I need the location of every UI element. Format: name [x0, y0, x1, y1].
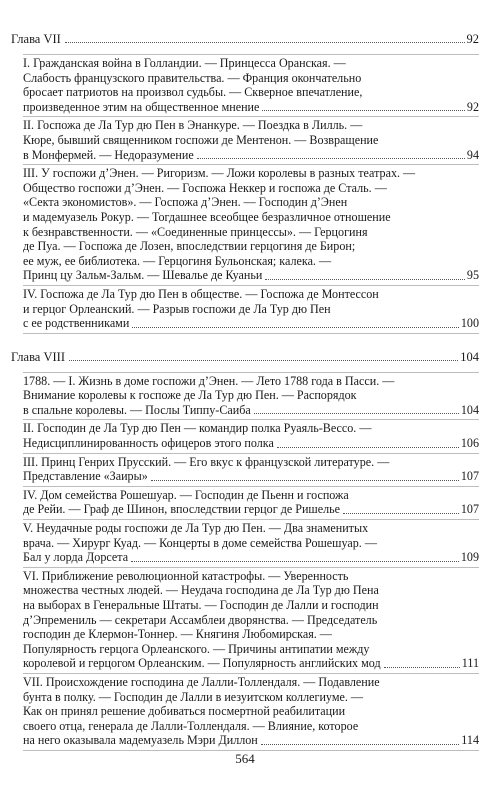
entry-line-text: с ее родственниками [23, 316, 130, 331]
entry-line-text: врача. — Хирург Куад. — Концерты в доме семейства Рошешуар. — [23, 535, 377, 550]
entry-page-number: 104 [460, 402, 479, 417]
entry-line-text: Представление «Заиры» [23, 469, 148, 484]
entry-line-text: бросает патриотов на произвол судьбы. — Скверное впечатление, [23, 85, 363, 100]
entry-line-text: I. Гражданская война в Голландии. — Принцесса Оранская. — [23, 56, 346, 70]
entry-line-text: IV. Госпожа де Ла Тур дю Пен в обществе. — Госпожа де Монтессон [23, 286, 379, 301]
entry-line-text: Кюре, бывший священником госпожи де Ментенон. — Возвращение [23, 132, 379, 147]
toc-entry [23, 487, 479, 520]
dot-leader [132, 326, 459, 328]
dot-leader [197, 157, 465, 159]
entry-line-text: бунта в полку. — Господин де Лалли в иезуитском коллегиуме. — [23, 689, 363, 704]
toc-entry-line [23, 656, 479, 671]
entry-line-text: Популярность герцога Орлеанского. — Причины антипатии между [23, 641, 370, 656]
entry-line-text: де Рейи. — Граф де Шинон, впоследствии герцог де Ришелье [23, 502, 341, 517]
entry-line-text: III. Принц Генрих Прусский. — Его вкус к французской литературе. — [23, 454, 390, 469]
toc-entry [23, 520, 479, 568]
entry-line-text: III. У госпожи д’Энен. — Ригоризм. — Ложи королевы в разных театрах. — [23, 166, 416, 181]
entry-line-text: и герцог Орлеанский. — Разрыв госпожи де Ла Тур дю Пен [23, 301, 331, 316]
toc-entry-line [23, 388, 479, 403]
entry-line-text: «Секта экономистов». — Госпожа д’Энен. — Господин д’Энен [23, 195, 348, 210]
dot-leader [384, 666, 460, 668]
entry-line-text: множества честных людей. — Неудача господина де Ла Тур дю Пена [23, 583, 379, 598]
entry-line-text: Принц цу Зальм-Зальм. — Шевалье де Куаньи [23, 268, 263, 283]
toc-entry-line [23, 254, 479, 269]
toc-entry-line [23, 521, 479, 536]
entry-line-text: в спальне королевы. — Послы Типпу-Саиба [23, 402, 251, 417]
toc-entry-line [23, 166, 479, 181]
dot-leader [261, 743, 460, 745]
toc-entry-line [23, 302, 479, 317]
toc-entry-line [23, 536, 479, 551]
entry-line-text: Недисциплинированность офицеров этого полка [23, 436, 274, 451]
chapter-title: Глава VIII [11, 349, 65, 364]
dot-leader [151, 479, 459, 481]
entry-line-text: своего отца, генерала де Лалли-Толлендаля. — Влияние, которое [23, 718, 359, 733]
entry-line-text: Как он принял решение добиваться посмертной реабилитации [23, 704, 346, 719]
entry-page-number: 100 [460, 316, 479, 331]
toc-entry [23, 373, 479, 421]
entry-line-text: на выборах в Генеральные Штаты. — Господин де Лалли и господин [23, 598, 379, 612]
chapter-title: Глава VII [11, 32, 61, 46]
entry-line-text: Бал у лорда Дорсета [23, 550, 129, 565]
toc-entry [23, 286, 479, 334]
toc-entry-line [23, 502, 479, 517]
entry-page-number: 106 [460, 436, 479, 451]
entry-line-text: 1788. — I. Жизнь в доме госпожи д’Энен. — Лето 1788 года в Пасси. — [23, 373, 395, 388]
toc-entry-line [23, 627, 479, 642]
chapter-page-number: 92 [466, 32, 479, 46]
toc-entry-line [23, 374, 479, 389]
toc-entry-line [23, 316, 479, 331]
toc-entry-line [23, 583, 479, 598]
toc-entry-line [23, 225, 479, 240]
dot-leader [65, 41, 465, 43]
toc-entry-line [23, 675, 479, 690]
entry-line-text: и мадемуазель Рокур. — Тогдашнее всеобщее безразличное отношение [23, 209, 391, 224]
toc-entry [23, 568, 479, 674]
chapter-heading-8 [11, 350, 479, 364]
dot-leader [254, 412, 459, 414]
toc-entry-line [23, 690, 479, 705]
entry-line-text: ее муж, ее библиотека. — Герцогиня Бульонская; калека. — [23, 253, 332, 268]
entry-page-number: 95 [466, 268, 479, 283]
entry-line-text: Внимание королевы к госпоже де Ла Тур дю Пен. — Распорядок [23, 388, 357, 403]
toc-entry-line [23, 642, 479, 657]
toc-entry-line [23, 455, 479, 470]
toc-entry-line [23, 598, 479, 613]
entry-line-text: к безнравственности. — «Соединенные принцессы». — Герцогиня [23, 224, 368, 239]
entry-page-number: 107 [460, 469, 479, 484]
entry-line-text: королевой и герцогом Орлеанским. — Популярность английских мод [23, 656, 381, 671]
toc-entry-line [23, 148, 479, 163]
entry-line-text: д’Эпремениль — секретари Ассамблеи дворянства. — Председатель [23, 612, 378, 627]
toc-entry [23, 165, 479, 286]
toc-entry [23, 674, 479, 751]
chapter-7-entries [23, 54, 479, 334]
table-of-contents [11, 0, 479, 751]
toc-entry [23, 454, 479, 487]
toc-entry [23, 420, 479, 453]
toc-entry-line [23, 268, 479, 283]
chapter-page-number: 104 [460, 349, 479, 364]
toc-entry-line [23, 436, 479, 451]
toc-entry-line [23, 469, 479, 484]
entry-page-number: 111 [461, 656, 479, 671]
toc-entry-line [23, 287, 479, 302]
dot-leader [343, 512, 459, 514]
dot-leader [69, 359, 458, 361]
toc-entry-line [23, 569, 479, 584]
toc-entry-line [23, 118, 479, 133]
entry-page-number: 92 [466, 99, 479, 114]
toc-entry-line [23, 488, 479, 503]
entry-line-text: Слабость французского правительства. — Франция окончательно [23, 70, 362, 85]
toc-entry-line [23, 421, 479, 436]
dot-leader [265, 278, 465, 280]
toc-entry-line [23, 210, 479, 225]
entry-line-text: VI. Приближение революционной катастрофы. — Уверенность [23, 568, 349, 583]
chapter-heading-7 [11, 32, 479, 46]
entry-line-text: VII. Происхождение господина де Лалли-Толлендаля. — Подавление [23, 674, 380, 689]
entry-page-number: 114 [461, 733, 479, 748]
toc-entry-line [23, 733, 479, 748]
toc-entry-line [23, 239, 479, 254]
entry-line-text: на него оказывала мадемуазель Мэри Диллон [23, 733, 258, 748]
entry-line-text: де Пуа. — Госпожа де Лозен, впоследствии герцогиня де Бирон; [23, 239, 356, 254]
toc-entry-line [23, 181, 479, 196]
toc-entry-line [23, 704, 479, 719]
entry-page-number: 94 [466, 147, 479, 162]
toc-entry-line [23, 195, 479, 210]
toc-entry-line [23, 71, 479, 86]
entry-line-text: V. Неудачные роды госпожи де Ла Тур дю Пен. — Два знаменитых [23, 521, 369, 536]
entry-line-text: II. Господин де Ла Тур дю Пен — командир полка Руаяль-Вессо. — [23, 421, 372, 436]
toc-entry-line [23, 85, 479, 100]
entry-line-text: Общество госпожи д’Энен. — Госпожа Неккер и госпожа де Сталь. — [23, 180, 387, 195]
entry-line-text: IV. Дом семейства Рошешуар. — Господин де Пьенн и госпожа [23, 487, 349, 502]
entry-line-text: II. Госпожа де Ла Тур дю Пен в Энанкуре. — Поездка в Лилль. — [23, 118, 363, 133]
toc-entry-line [23, 403, 479, 418]
toc-entry-line [23, 133, 479, 148]
toc-entry [23, 55, 479, 117]
toc-entry-line [23, 56, 479, 71]
toc-entry-line [23, 719, 479, 734]
chapter-8-entries [23, 372, 479, 751]
page-number-footer: 564 [235, 751, 255, 766]
entry-line-text: в Монфермей. — Недоразумение [23, 147, 194, 162]
entry-line-text: господин де Клермон-Тоннер. — Княгиня Любомирская. — [23, 627, 332, 642]
dot-leader [262, 109, 465, 111]
entry-page-number: 109 [460, 550, 479, 565]
toc-entry-line [23, 100, 479, 115]
entry-line-text: произведенное этим на общественное мнение [23, 99, 260, 114]
toc-entry [23, 117, 479, 165]
dot-leader [131, 560, 459, 562]
toc-entry-line [23, 550, 479, 565]
toc-entry-line [23, 613, 479, 628]
entry-page-number: 107 [460, 502, 479, 517]
dot-leader [277, 446, 459, 448]
